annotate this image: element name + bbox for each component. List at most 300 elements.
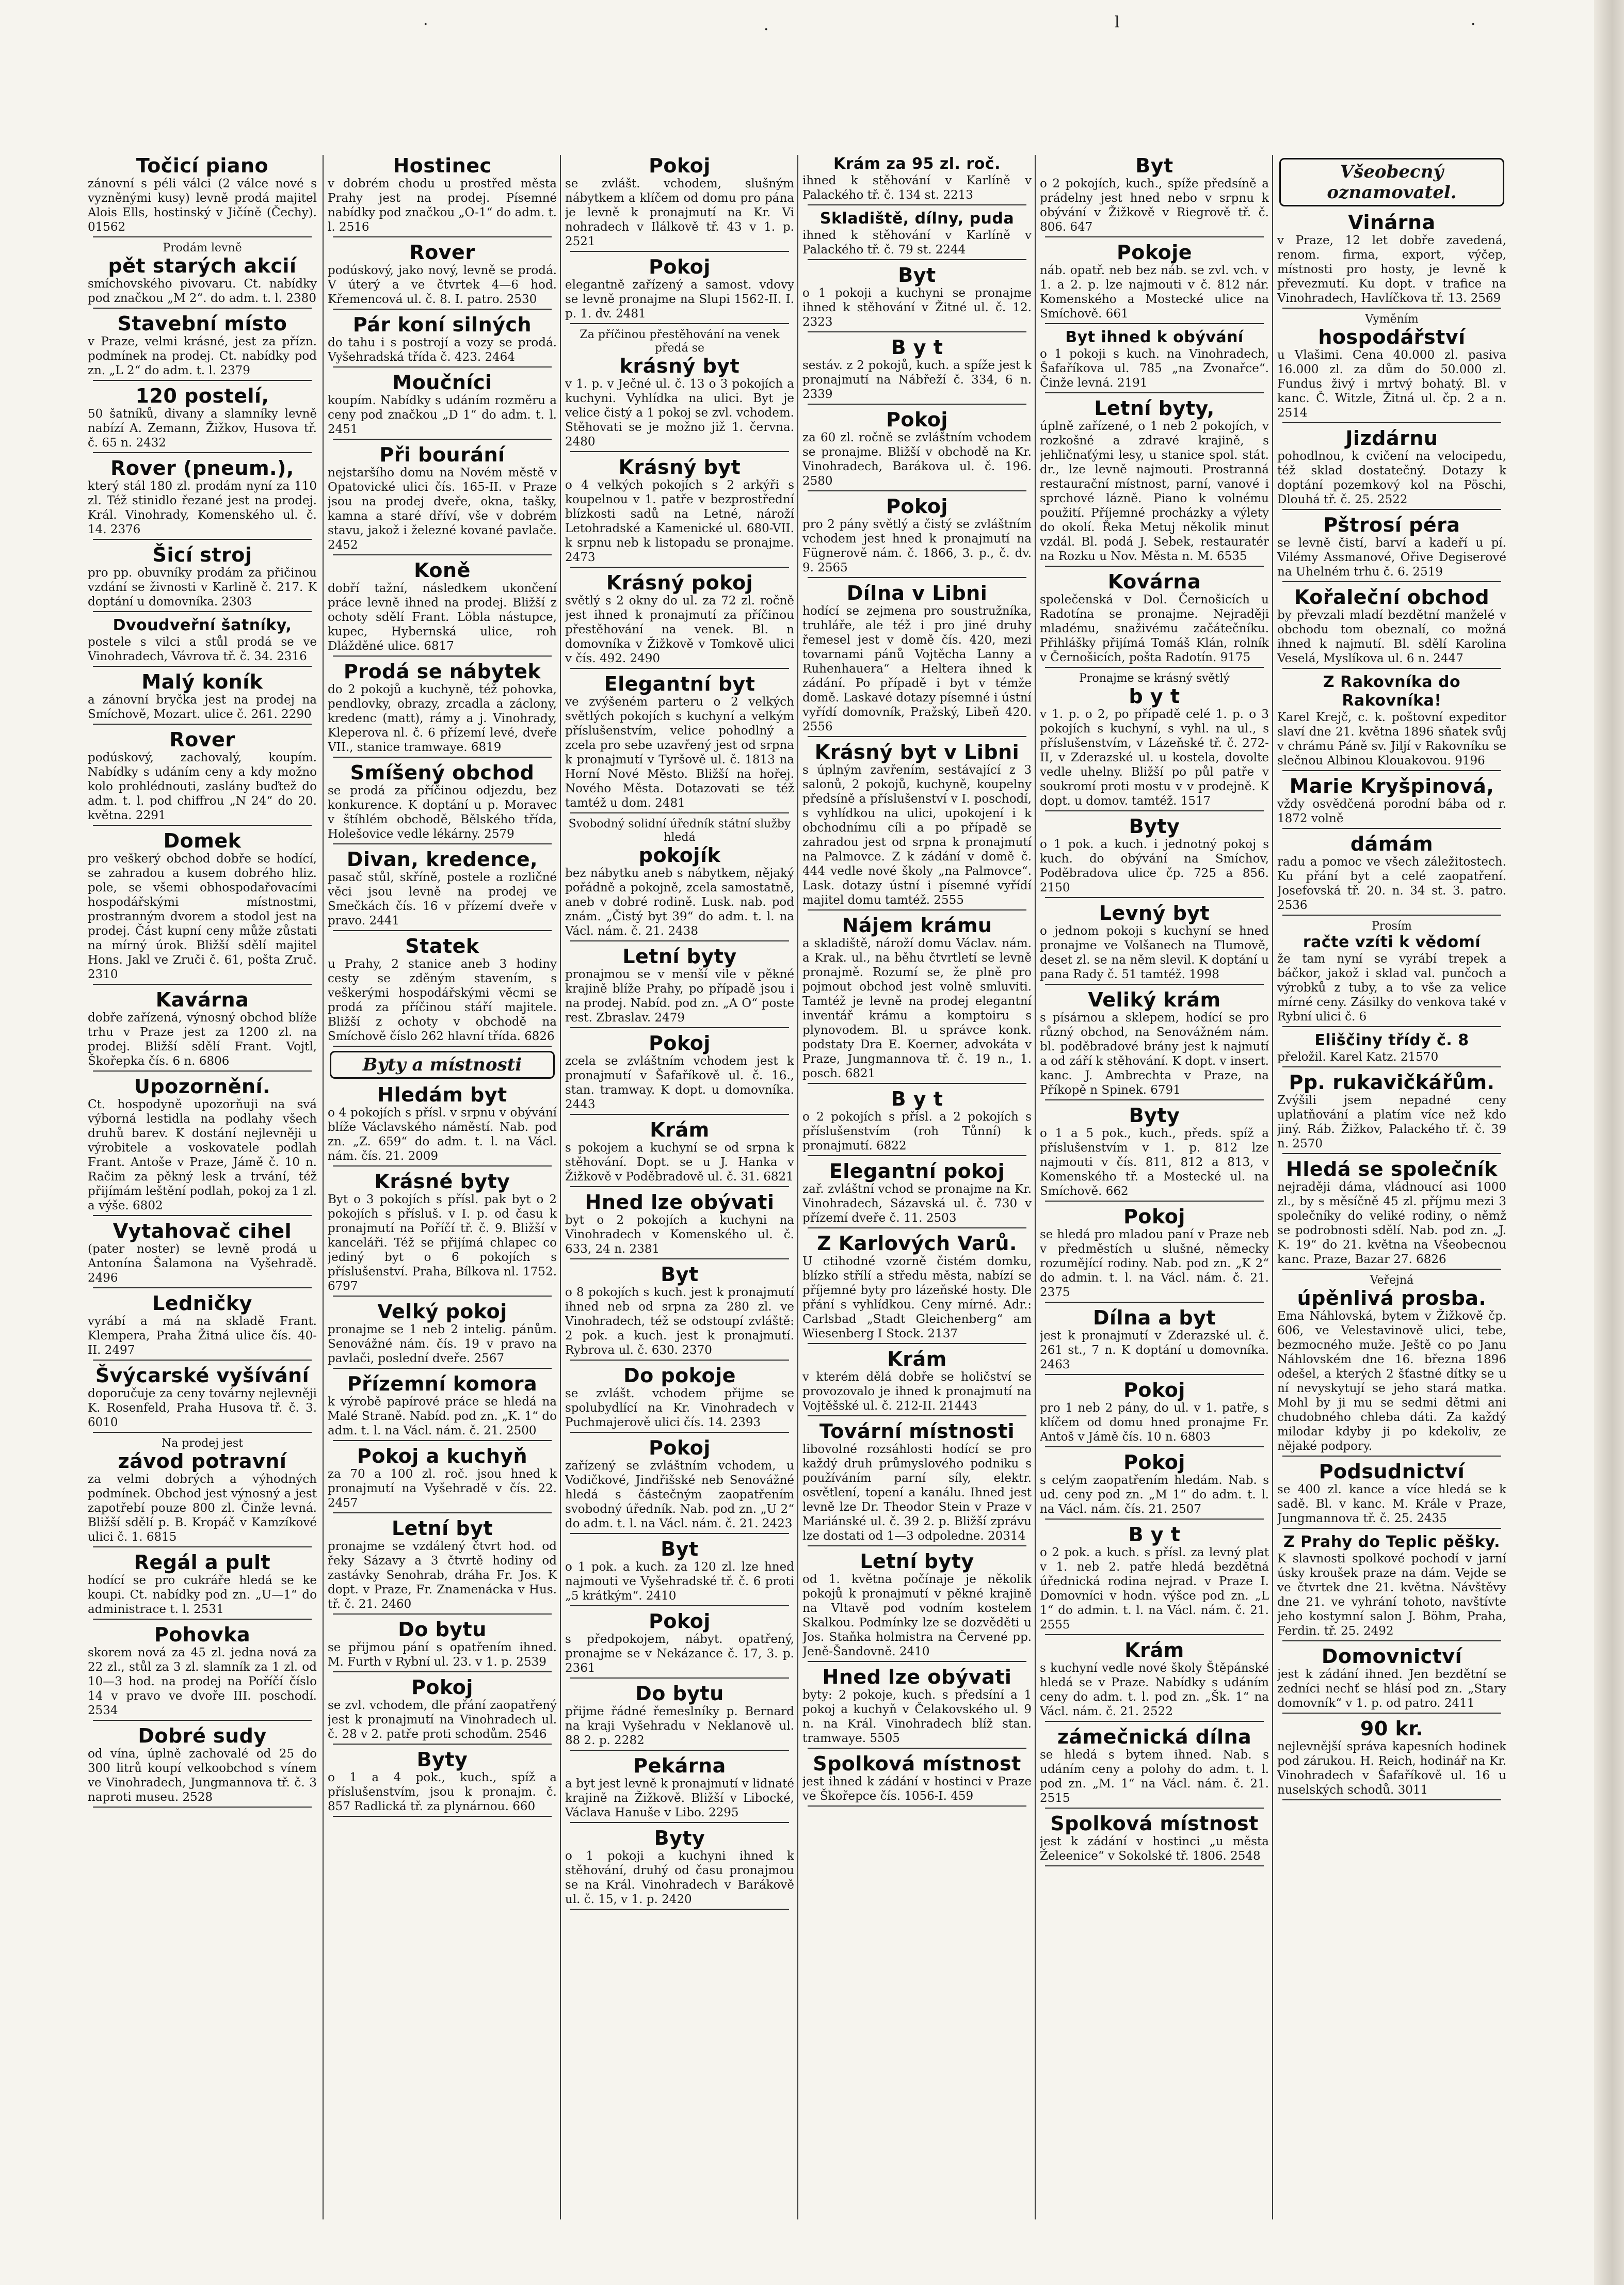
classified-ad: [565, 1365, 794, 1433]
column-3: [565, 155, 794, 2219]
ad-separator: [808, 736, 1026, 737]
ad-heading: Byt: [661, 1538, 699, 1560]
ad-heading: krásný byt: [619, 355, 740, 377]
column-1: [88, 155, 317, 2219]
ad-heading: Pokoj: [1123, 1205, 1185, 1228]
ad-heading: Vinárna: [1348, 211, 1436, 234]
classified-ad: [88, 830, 317, 985]
ad-heading: dámám: [1350, 833, 1434, 855]
ad-heading: b y t: [1129, 685, 1180, 708]
ad-heading: Krásný byt v Libni: [814, 741, 1020, 763]
classified-ad: [1040, 1813, 1269, 1866]
ad-separator: [1282, 581, 1501, 582]
ad-separator: [1282, 1153, 1501, 1154]
ad-separator: [93, 825, 312, 826]
ad-separator: [808, 490, 1026, 491]
ad-heading: Divan, kredence,: [346, 848, 538, 871]
ad-heading: Hledá se společník: [1286, 1158, 1498, 1180]
ad-separator: [93, 1619, 312, 1620]
ad-heading: Moučníci: [392, 371, 492, 394]
ad-heading: Pokoje: [1116, 241, 1193, 264]
ad-body: dobře zařízená, výnosný obchod blíže trhu v Praze jest za 1200 zl. na prodej. Bližší sdělí Frant. Vojtl, Škořepka čís. 6 n. 6806: [88, 1011, 317, 1068]
ad-separator: [1282, 915, 1501, 916]
classified-ad: [88, 989, 317, 1072]
classified-ad: [565, 328, 794, 452]
ad-heading: Krásné byty: [374, 1170, 510, 1193]
ad-body: se levně čistí, barví a kadeří u pí. Vilémy Assmanové, Ořive Degiserové na Uhelném trhu č. 6. 2519: [1277, 536, 1506, 579]
ad-body: nejstaršího domu na Novém městě v Opatovické ulici čís. 165-II. v Praze jsou na prodej dveře, okna, tašky, kamna a staré dříví, vše v dobrém stavu, jakož i železné kované pavlače. 2452: [328, 466, 557, 552]
ad-heading: Eliščiny třídy č. 8: [1314, 1031, 1469, 1049]
ad-separator: [93, 724, 312, 725]
ad-heading: Pohovka: [154, 1623, 251, 1646]
ad-body: smíchovského pivovaru. Ct. nabídky pod značkou „M 2“. do adm. t. l. 2380: [88, 277, 317, 305]
ad-heading: Letní byty,: [1094, 397, 1215, 420]
classified-ad: [1040, 1451, 1269, 1520]
ad-body: byt o 2 pokojích a kuchyni na Vinohradech v Komenského ul. č. 633, 24 n. 2381: [565, 1213, 794, 1256]
ad-heading: Dobré sudy: [138, 1724, 267, 1747]
ad-body: ve zvýšeném parteru o 2 velkých světlých pokojích s kuchyní a velkým příslušenstvím, velice pohodlný a zcela pro sebe uzavřený jest od srpna k pronajmutí v Tyršově ul. č. 1813 na Horní Nové Město. Bližší na hořej. Nového Města. Dotazovati se též tamtéž u dom. 2481: [565, 695, 794, 810]
ad-body: o 2 pokojích s přísl. a 2 pokojích s příslušenstvím (roh Tůnní) k pronajmutí. 6822: [802, 1110, 1032, 1153]
ad-heading: Spolková místnost: [813, 1752, 1021, 1775]
ad-separator: [93, 1215, 312, 1216]
ad-separator: [333, 1046, 552, 1047]
ad-body: radu a pomoc ve všech záležitostech. Ku přání byt a celé zaopatření. Josefovská tř. 20. n. 34 st. 3. patro. 2536: [1277, 855, 1506, 912]
classified-ad: [328, 1373, 557, 1441]
classified-ad: [1040, 1379, 1269, 1447]
ad-heading: Malý koník: [141, 670, 263, 693]
ad-body: s předpokojem, nábyt. opatřený, pronajme se v Nekázance č. 17, 3. p. 2361: [565, 1633, 794, 1675]
ad-heading: pět starých akcií: [108, 254, 297, 277]
column-rule: [797, 155, 798, 2219]
ad-separator: [1282, 1066, 1501, 1067]
classified-ad: [802, 496, 1032, 578]
ad-separator: [1282, 770, 1501, 771]
ad-heading: Byt: [1135, 155, 1173, 177]
ad-body: Ema Náhlovská, bytem v Žižkově čp. 606, ve Velestavinově ulici, tebe, bezmocného muže. Ještě co po Janu Náhlovském dne 16. března 1896 odešel, a kterých 2 šťastné dítky se u ní nevyskytují se jeho stará matka. Mohl by ji mu se sedmi dětmi ani chudobného chleba dáti. Za každý milodar kdyby ji po kdekoliv, ze nějaké podpory.: [1277, 1309, 1506, 1453]
classified-ad: [328, 560, 557, 657]
ad-separator: [808, 1748, 1026, 1749]
ad-heading: Byt: [661, 1263, 699, 1286]
classified-ad: [1040, 989, 1269, 1100]
ad-separator: [808, 1661, 1026, 1662]
ad-body: se 400 zl. kance a více hledá se k sadě. Bl. v kanc. M. Krále v Praze, Jungmannova tř. č. 25. 2435: [1277, 1483, 1506, 1525]
ad-body: ihned k stěhování v Karlíně v Palackého tř. č. 134 st. 2213: [802, 174, 1032, 202]
classified-ad: [88, 1076, 317, 1216]
ad-heading: Pár koní silných: [352, 313, 532, 336]
ad-heading: Skladiště, dílny, puda: [819, 210, 1015, 228]
classified-ad: [88, 242, 317, 309]
ad-body: s písárnou a sklepem, hodící se pro různý obchod, na Senovážném nám. bl. poděbradové brány jest k najmutí a od září k stěhování. K dopt. v insert. kanc. J. Ambrechta v Praze, na Příkopě n Spinek. 6791: [1040, 1011, 1269, 1097]
ad-body: zař. zvláštní vchod se pronajme na Kr. Vinohradech, Sázavská ul. č. 730 v přízemí dveře č. 11. 2503: [802, 1183, 1032, 1225]
classified-ad: [88, 1725, 317, 1808]
ad-heading: Letní byt: [391, 1517, 493, 1540]
ad-body: o 4 pokojích s přísl. v srpnu v obývání blíže Václavského náměstí. Nab. pod zn. „Z. 659“ do adm. t. l. na Václ. nám. čís. 21. 2009: [328, 1106, 557, 1163]
classified-ad: [1040, 1307, 1269, 1375]
ad-body: ihned k stěhování v Karlíně v Palackého tř. č. 79 st. 2244: [802, 229, 1032, 257]
classified-ad: [565, 456, 794, 568]
ad-body: se hledá pro mladou paní v Praze neb v předměstích u slušné, německy rozumějící rodiny. Nab. pod zn. „K 2“ do admin. t. l. na Václ. nám. č. 21. 2375: [1040, 1228, 1269, 1299]
classified-ad: [1277, 833, 1506, 916]
ad-heading: Velký pokoj: [377, 1300, 507, 1323]
ad-separator: [1282, 308, 1501, 309]
classified-ad: [1040, 816, 1269, 898]
ad-preheading: Veřejná: [1370, 1274, 1414, 1287]
ad-body: K slavnosti spolkové pochodí v jarní úsky kroušek praze na dám. Vejde se ve čtvrtek dne 21. května. Návštěvy dne 21. ve vyhrání tohoto, navštívte jeho kostymní salon J. Böhm, Praha, Ferdin. tř. 25. 2492: [1277, 1552, 1506, 1638]
ad-heading: Pp. rukavičkářům.: [1289, 1071, 1495, 1094]
ad-body: s celým zaopatřením hledám. Nab. s ud. ceny pod zn. „M 1“ do adm. t. l. na Václ. nám. čís. 21. 2507: [1040, 1474, 1269, 1516]
ad-heading: Byty: [1129, 1104, 1180, 1127]
classified-ad: [802, 741, 1032, 910]
ad-separator: [570, 1186, 789, 1187]
ad-separator: [570, 1027, 789, 1028]
ad-separator: [93, 1720, 312, 1721]
ad-body: pro 2 pány světlý a čistý se zvláštním vchodem jest hned k pronajmutí na Fügnerově nám. č. 1866, 3. p., č. dv. 9. 2565: [802, 518, 1032, 574]
ad-body: o 1 pokoji a kuchyni ihned k stěhování, druhý od času pronajmou se na Král. Vinohradech v Barákově ul. č. 15, v 1. p. 2420: [565, 1849, 794, 1906]
ad-separator: [1045, 984, 1264, 985]
ad-heading: Pokoj: [886, 495, 948, 518]
column-rule: [560, 155, 561, 2219]
classified-ad: [802, 915, 1032, 1084]
ad-heading: Do pokoje: [623, 1364, 736, 1387]
column-4: [802, 155, 1032, 2219]
ad-separator: [333, 309, 552, 310]
ad-separator: [1045, 1201, 1264, 1202]
ad-separator: [93, 1546, 312, 1547]
classified-ad: [328, 155, 557, 237]
ad-separator: [93, 308, 312, 309]
ad-heading: Do bytu: [635, 1682, 724, 1705]
ad-separator: [1045, 1865, 1264, 1866]
ad-separator: [333, 439, 552, 440]
ad-separator: [333, 1816, 552, 1817]
ad-body: u Vlašimi. Cena 40.000 zl. pasiva 16.000 zl. za dům do 50.000 zl. Fundus živý i mrtvý bohatý. Bl. v kanc. Č. Witzle, Žitná ul. čp. 2 a n. 2514: [1277, 348, 1506, 420]
ad-body: pasač stůl, skříně, postele a rozličné věci jsou levně na prodej ve Smečkách čís. 16 v přízemí dveře v pravo. 2441: [328, 871, 557, 928]
ad-separator: [93, 236, 312, 237]
ad-heading: 90 kr.: [1360, 1717, 1424, 1740]
ad-body: bez nábytku aneb s nábytkem, nějaký pořádně a pokojně, zcela samostatně, aneb v dobré rodině. Lusk. nab. pod znám. „Čistý byt 39“ do adm. t. l. na Václ. nám. č. 21. 2438: [565, 867, 794, 938]
ad-body: přijme řádné řemeslníky p. Bernard na kraji Vyšehradu v Neklanově ul. 88 2. p. 2282: [565, 1705, 794, 1747]
ad-separator: [1045, 566, 1264, 567]
classified-ad: [1277, 1274, 1506, 1457]
ad-heading: B y t: [891, 1088, 943, 1110]
ad-body: o 1 pokoji a kuchyni se pronajme ihned k stěhování v Žitné ul. č. 12. 2323: [802, 286, 1032, 329]
ad-body: zcela se zvláštním vchodem jest k pronajmutí v Šafaříkově ul. č. 16., stan. tramway. K dopt. u domovníka. 2443: [565, 1054, 794, 1111]
ad-body: s pokojem a kuchyní se od srpna k stěhování. Dopt. se u J. Hanka v Žižkově v Poděbradově ul. č. 31. 6821: [565, 1141, 794, 1184]
classified-ad: [565, 256, 794, 324]
ad-heading: Hned lze obývati: [585, 1191, 775, 1213]
classified-ad: [328, 849, 557, 931]
classified-ad: [1040, 1639, 1269, 1722]
ad-separator: [570, 1360, 789, 1361]
ad-separator: [570, 1605, 789, 1606]
ad-heading: Krásný byt: [618, 456, 741, 478]
classified-ad: [1277, 1645, 1506, 1714]
classified-ad: [565, 673, 794, 813]
classified-ad: [1277, 1072, 1506, 1154]
ad-body: a zánovní bryčka jest na prodej na Smíchově, Mozart. ulice č. 261. 2290: [88, 693, 317, 721]
page-edge-shadow: [1594, 0, 1624, 2285]
top-mark: ·: [1471, 15, 1476, 34]
ad-body: o jednom pokoji s kuchyní se hned pronajme ve Volšanech na Tlumově, deset zl. se na něm slevil. K doptání u pana Rady č. 51 tamtéž. 1998: [1040, 924, 1269, 981]
ad-separator: [1282, 1799, 1501, 1800]
ad-body: v kterém dělá dobře se holičství se provozovalo je ihned k pronajmutí na Vojtěšské ul. č. 212-II. 21443: [802, 1370, 1032, 1413]
ad-body: světlý s 2 okny do ul. za 72 zl. ročně jest ihned k pronajmutí za příčinou přestěhování na venek. Bl. n domovníka v Žižkově v Tomkově ulici v čís. 492. 2490: [565, 594, 794, 665]
ad-heading: Nájem krámu: [842, 914, 992, 937]
classified-ad: [88, 313, 317, 381]
ad-heading: Byty: [654, 1827, 705, 1849]
ad-heading: Krám: [650, 1118, 710, 1141]
ad-body: koupím. Nabídky s udáním rozměru a ceny pod značkou „D 1“ do adm. t. l. 2451: [328, 394, 557, 436]
ad-heading: Stavební místo: [117, 312, 287, 335]
ad-body: úplně zařízené, o 1 neb 2 pokojích, v rozkošné a zdravé krajině, s jehličnaťými lesy, u stanice spol. stát. dr., lze levně najmouti. Prostranná restaurační místnost, parní, vanové i sprchové lázně. Piano k volnému použití. Příjemné procházky a výlety do okolí. Řeka Metuj několik minut vzdál. Bl. podá J. Sebek, restauratér na Rozku u Nov. Města n. M. 6535: [1040, 420, 1269, 563]
ad-body: pronajme se vzdálený čtvrt hod. od řeky Sázavy a 3 čtvrtě hodiny od zastávky Senohrab, dráha Fr. Jos. K dopt. v Praze, Fr. Znamenácka v Hus. tř. č. 21. 2460: [328, 1540, 557, 1611]
ad-heading: Letní byty: [860, 1550, 974, 1573]
ad-body: pro 1 neb 2 pány, do ul. v 1. patře, s klíčem od domu hned pronajme Fr. Antoš v Jámě čís. 10 n. 6803: [1040, 1401, 1269, 1444]
classified-ad: [328, 935, 557, 1047]
classified-ad: [1040, 1206, 1269, 1303]
ad-body: Karel Krejč, c. k. poštovní expeditor slaví dne 21. května 1896 sňatek svůj v chrámu Páně sv. Jiljí v Rakovníku se slečnou Albinou Klouakovou. 9196: [1277, 711, 1506, 768]
ad-heading: Švýcarské vyšívání: [95, 1364, 310, 1387]
ad-body: skorem nová za 45 zl. jedna nová za 22 zl., stůl za 3 zl. slamník za 1 zl. od 10—3 hod. na prodej na Poříčí číslo 14 v pravo ve dvoře III. poschodí. 2534: [88, 1646, 317, 1717]
ad-separator: [1282, 1528, 1501, 1529]
section-heading-box: Všeobecný oznamovatel.: [1279, 158, 1504, 206]
ad-separator: [333, 656, 552, 657]
ad-heading: Hostinec: [393, 155, 492, 177]
ad-body: a skladiště, nároží domu Václav. nám. a Krak. ul., na běhu čtvrtletí se levně pronajmě. Rozumí se, že plně pro pojmout obchod jest volně smluviti. Tamtéž je levně na prodej elegantní inventář krámu a komptoiru s plynovodem. Bl. u správce konk. podstaty Dra E. Koerner, advokáta v Praze, Jungmannova tř. č. 19 n., 1. posch. 6821: [802, 937, 1032, 1080]
ad-body: od vína, úplně zachovalé od 25 do 300 litrů koupí velkoobchod s vínem ve Vinohradech, Jungmannova tř. č. 3 naproti museu. 2528: [88, 1747, 317, 1804]
classified-ad: [565, 1755, 794, 1823]
ad-heading: račte vzíti k vědomí: [1303, 933, 1481, 951]
ad-preheading: Prosím: [1372, 920, 1412, 933]
ad-separator: [570, 323, 789, 324]
classified-ad: [1040, 1726, 1269, 1809]
classified-ad: [1040, 1524, 1269, 1635]
ad-separator: [570, 1533, 789, 1534]
classified-ad: [1277, 514, 1506, 582]
ad-separator: [93, 1070, 312, 1072]
ad-body: do tahu i s postrojí a vozy se prodá. Vyšehradská třída č. 423. 2464: [328, 336, 557, 364]
classified-ad: [328, 1301, 557, 1369]
ad-body: se zvlášt. vchodem přijme se spolubydlící na Kr. Vinohradech v Puchmajerově ulici čís. 14. 2393: [565, 1387, 794, 1429]
ad-heading: Točicí piano: [136, 155, 269, 177]
ad-separator: [333, 366, 552, 367]
classified-ad: [88, 1552, 317, 1620]
ad-body: jest k zádání ihned. Jen bezdětní se zedníci nechť se hlásí pod zn. „Stary domovník“ v 1. p. od patro. 2411: [1277, 1668, 1506, 1710]
ad-body: k výrobě papírové práce se hledá na Malé Straně. Nabíd. pod zn. „K. 1“ do adm. t. l. na Václ. nám. č. 21. 2500: [328, 1395, 557, 1437]
classified-ad: [802, 1666, 1032, 1749]
ad-separator: [1282, 1269, 1501, 1270]
ad-body: o 2 pok. a kuch. s přísl. za levný plat v 1. neb 2. patře hledá bezdětná úřednická rodina nejrad. v Praze I. Domovníci v hodn. výšce pod zn. „L 1“ do admin. t. l. na Václ. nám. č. 21. 2555: [1040, 1546, 1269, 1632]
ad-separator: [808, 1083, 1026, 1084]
ad-separator: [93, 1432, 312, 1433]
ad-body: hodící se pro cukráře hledá se ke koupi. Ct. nabídky pod zn. „U—1“ do administrace t. l. 2531: [88, 1574, 317, 1616]
ad-body: podúskový, jako nový, levně se prodá. V úterý a ve čtvrtek 4—6 hod. Křemencová ul. č. 8. I. patro. 2530: [328, 264, 557, 306]
ad-separator: [93, 539, 312, 540]
ad-heading: Z Prahy do Teplic pěšky.: [1283, 1533, 1501, 1551]
classified-columns: [88, 155, 1574, 2235]
classified-ad: [88, 671, 317, 725]
classified-ad: [802, 1753, 1032, 1807]
column-rule: [1035, 155, 1036, 2219]
ad-body: libovolné rozsáhlosti hodící se pro každý druh průmyslového podniku s používáním parní síly, elektr. osvětlení, topení a kanálu. Ihned jest levně lze Dr. Theodor Stein v Praze v Mariánské ul. č. 39 2. p. Bližší zprávu lze dostati od 1—3 odpoledne. 20314: [802, 1443, 1032, 1543]
ad-separator: [808, 259, 1026, 260]
ad-body: náb. opatř. neb bez náb. se zvl. vch. v 1. a 2. p. lze najmouti v č. 812 nár. Komenského a Mostecké ulice na Smíchově. 661: [1040, 264, 1269, 321]
ad-separator: [1282, 1713, 1501, 1714]
ad-separator: [808, 909, 1026, 910]
ad-body: jest k zádání v hostinci „u města Želeenice“ v Sokolské tř. 1806. 2548: [1040, 1835, 1269, 1863]
ad-heading: Šicí stroj: [152, 544, 252, 566]
classified-ad: [1277, 313, 1506, 423]
classified-ad: [328, 242, 557, 310]
ad-heading: Byt: [898, 264, 936, 286]
ad-separator: [333, 1744, 552, 1745]
ad-separator: [1045, 392, 1264, 393]
classified-ad: [1040, 242, 1269, 324]
ad-heading: Elegantní byt: [604, 673, 755, 695]
classified-ad: [565, 1538, 794, 1606]
classified-ad: [88, 1220, 317, 1288]
ad-heading: Upozornění.: [134, 1075, 270, 1098]
classified-ad: [88, 1437, 317, 1547]
ad-separator: [808, 1545, 1026, 1546]
ad-heading: Krám za 95 zl. roč.: [833, 155, 1001, 173]
ad-heading: Veliký krám: [1088, 988, 1221, 1011]
ad-body: za velmi dobrých a výhodných podmínek. Obchod jest výnosný a jest zapotřebí pouze 800 zl. Činže levná. Bližší sdělí p. B. Kropáč v Kamzíkové ulici č. 1. 6815: [88, 1473, 317, 1544]
ad-heading: Pokoj: [1123, 1451, 1185, 1474]
ad-separator: [1282, 668, 1501, 669]
ad-body: který stál 180 zl. prodám nyní za 110 zl. Též stinidlo řezané jest na prodej. Král. Vinohrady, Komenského ul. č. 14. 2376: [88, 480, 317, 536]
ad-body: že tam nyní se vyrábí trepek a báčkor, jakož i sklad val. punčoch a výrobků z tuby, a to vše za velice mírné ceny. Zásilky do venkova také v Rybní ulici č. 6: [1277, 952, 1506, 1024]
classified-ad: [88, 155, 317, 237]
classified-ad: [328, 1517, 557, 1615]
classified-ad: [1277, 1461, 1506, 1529]
classified-ad: [88, 457, 317, 540]
ad-separator: [1282, 828, 1501, 829]
ad-body: pronajmou se v menší vile v pěkné krajině blíže Prahy, po případě jsou i na prodej. Nabíd. pod zn. „A O“ poste rest. Zbraslav. 2479: [565, 968, 794, 1025]
classified-ad: [565, 1610, 794, 1679]
classified-ad: [1040, 902, 1269, 985]
section-heading-box: Byty a místnosti: [330, 1051, 555, 1079]
ad-heading: Rover (pneum.),: [110, 457, 294, 480]
classified-ad: [565, 1032, 794, 1115]
ad-body: (pater noster) se levně prodá u Antonína Šalamona na Vyšehradě. 2496: [88, 1242, 317, 1285]
column-6: [1277, 155, 1506, 2219]
classified-ad: [1277, 427, 1506, 510]
ad-heading: Z Karlových Varů.: [817, 1232, 1017, 1255]
ad-heading: Rover: [409, 241, 475, 264]
ad-heading: Jizdárnu: [1345, 427, 1438, 450]
column-2: [328, 155, 557, 2219]
ad-body: postele s vilci a stůl prodá se ve Vinohradech, Vávrova tř. č. 34. 2316: [88, 635, 317, 663]
ad-heading: Pokoj: [1123, 1379, 1185, 1401]
ad-body: pro pp. obuvníky prodám za přičinou vzdání se živnosti v Karlině č. 217. K doptání u domovníka. 2303: [88, 566, 317, 609]
ad-preheading: Vyměním: [1365, 313, 1419, 326]
ad-separator: [570, 451, 789, 452]
ad-heading: Domovnictví: [1321, 1645, 1462, 1668]
ad-body: pro veškerý obchod dobře se hodící, se zahradou a kusem dobrého hliz. pole, se všemi obhospodařovacími hospodářskými místnostmi, prostranným dvorem a stodol jest na prodej. Část kupní ceny může zůstati na mírný úrok. Bližší sdělí majitel Hons. Jakl ve Zruči č. 61, pošta Zruč. 2310: [88, 852, 317, 981]
ad-separator: [333, 236, 552, 237]
ad-heading: Pokoj: [411, 1676, 473, 1699]
ad-heading: Pokoj: [649, 255, 711, 278]
ad-heading: Dílna a byt: [1092, 1306, 1216, 1329]
classified-ad: [88, 729, 317, 826]
ad-separator: [808, 1805, 1026, 1807]
ad-separator: [1045, 1721, 1264, 1722]
classified-ad: [1277, 920, 1506, 1027]
ad-separator: [333, 1165, 552, 1167]
ad-heading: Domek: [163, 829, 242, 852]
ad-heading: úpěnlivá prosba.: [1297, 1287, 1487, 1309]
ad-heading: Kavárna: [155, 988, 249, 1011]
ad-separator: [1045, 236, 1264, 237]
ad-heading: Pekárna: [633, 1754, 726, 1777]
classified-ad: [328, 1084, 557, 1167]
ad-separator: [808, 577, 1026, 578]
classified-ad: [1277, 1533, 1506, 1641]
ad-separator: [1282, 1456, 1501, 1457]
ad-body: pohodlnou, k cvičení na velocipedu, též sklad dostatečný. Dotazy k doptání pozemkový kol na Pöschi, Dlouhá tř. č. 25. 2522: [1277, 450, 1506, 506]
ad-body: o 8 pokojích s kuch. jest k pronajmutí ihned neb od srpna za 280 zl. ve Vinohradech, též se odstoupí zvláště: 2 pok. a kuch. jest k pronajmutí. Rybrova ul. č. 630. 2370: [565, 1286, 794, 1357]
ad-heading: Spolková místnost: [1050, 1812, 1259, 1835]
ad-separator: [333, 757, 552, 758]
ad-body: hodící se zejmena pro soustružníka, truhláře, ale též i pro jiné druhy řemesel jest v domě čís. 420, mezi tovarnami pánů Vojtěcha Lanny a Ruhenhauera“ a Heltera ihned k zádání. Po případě i byt v témže domě. Laskavé dotazy písemné i ústní vyřídí domovník, Pražský, Libeň 420. 2556: [802, 604, 1032, 733]
ad-heading: Krásný pokoj: [606, 571, 753, 594]
ad-separator: [333, 1671, 552, 1672]
column-5: [1040, 155, 1269, 2219]
ad-separator: [1045, 1302, 1264, 1303]
classified-ad: [802, 155, 1032, 205]
ad-preheading: Svobodný solidní úředník státní služby hledá: [568, 818, 791, 844]
ad-body: jest ihned k zádání v hostinci v Praze ve Škořepce čís. 1056-I. 459: [802, 1775, 1032, 1803]
ad-separator: [1045, 1519, 1264, 1520]
ad-separator: [1045, 1099, 1264, 1100]
ad-separator: [1045, 897, 1264, 898]
ad-heading: Přízemní komora: [347, 1372, 538, 1395]
classified-ad: [565, 1264, 794, 1361]
ad-heading: Letní byty: [622, 945, 737, 968]
ad-body: podúskový, zachovalý, koupím. Nabídky s udáním ceny a kdy možno kolo prohlédnouti, zaslány buďtež do adm. t. l. pod chiffrou „N 24“ do 20. května. 2291: [88, 751, 317, 822]
ad-heading: Pokoj: [649, 1610, 711, 1633]
top-mark: ·: [423, 15, 428, 34]
ad-separator: [570, 812, 789, 813]
ad-body: o 1 a 5 pok., kuch., předs. spíž a příslušenstvím v 1. p. 812 lze najmouti v čís. 811, 812 a 813, v Komenského tř. a Mostecké ul. na Smíchově. 662: [1040, 1127, 1269, 1198]
ad-body: sestáv. z 2 pokojů, kuch. a spíže jest k pronajmutí na Nábřeží č. 334, 6 n. 2339: [802, 359, 1032, 401]
ad-separator: [570, 567, 789, 568]
ad-body: v Praze, velmi krásné, jest za přízn. podmínek na prodej. Ct. nabídky pod zn. „L 2“ do adm. t. l. 2379: [88, 335, 317, 377]
ad-separator: [93, 380, 312, 381]
ad-heading: Při bourání: [379, 443, 505, 466]
ad-body: se hledá s bytem ihned. Nab. s udáním ceny a polohy do adm. t. l. pod zn. „M. 1“ na Václ. nám. č. 21. 2515: [1040, 1748, 1269, 1805]
ad-heading: 120 postelí,: [135, 385, 269, 407]
ad-body: doporučuje za ceny továrny nejlevněji K. Rosenfeld, Praha Husova tř. č. 3. 6010: [88, 1387, 317, 1429]
ad-heading: Statek: [405, 935, 479, 957]
ad-separator: [93, 452, 312, 453]
ad-heading: Pokoj a kuchyň: [357, 1445, 528, 1467]
ad-separator: [570, 1258, 789, 1259]
classified-ad: [328, 314, 557, 367]
ad-body: se zvlášt. vchodem, slušným nábytkem a klíčem od domu pro pána je levně k pronajmutí na Kr. Vi nohradech v Ilálkově tř. 43 v 1. p. 2521: [565, 177, 794, 248]
ad-body: o 1 pok. a kuch. za 120 zl. lze hned najmouti ve Vyšehradské tř. č. 6 proti „5 krátkým“. 2410: [565, 1560, 794, 1603]
classified-ad: [328, 1171, 557, 1297]
classified-ad: [565, 1119, 794, 1187]
ad-body: nejlevnější správa kapesních hodinek pod zárukou. H. Reich, hodinář na Kr. Vinohradech v Šafaříkově ul. 16 u nuselských schodů. 3011: [1277, 1740, 1506, 1797]
ad-body: s úplným zavřením, sestávající z 3 salonů, 2 pokojů, kuchyně, koupelny předsíně a příslušenství v I. poschodí, s vyhlídkou na ulici, upokojení i k obchodnímu cíli a po případě se zahradou jest od srpna k pronajmutí na Palmovce. Z k zádání v domě č. 444 vedle nové školy „na Palmovce“. Lask. dotazy ústní i písemné vyřídí majitel domu tamtéž. 2555: [802, 763, 1032, 907]
classified-ad: [1040, 1105, 1269, 1202]
top-mark: ·: [764, 21, 769, 39]
ad-preheading: Pronajme se krásný světlý: [1079, 672, 1230, 685]
ad-body: zařízený se zvláštním vchodem, u Vodičkové, Jindřišské neb Senovážné hledá s částečným zaopatřením svobodný úředník. Nab. pod zn. „U 2“ do adm. t. l. na Václ. nám. č. 21. 2423: [565, 1459, 794, 1530]
ad-separator: [333, 1368, 552, 1369]
